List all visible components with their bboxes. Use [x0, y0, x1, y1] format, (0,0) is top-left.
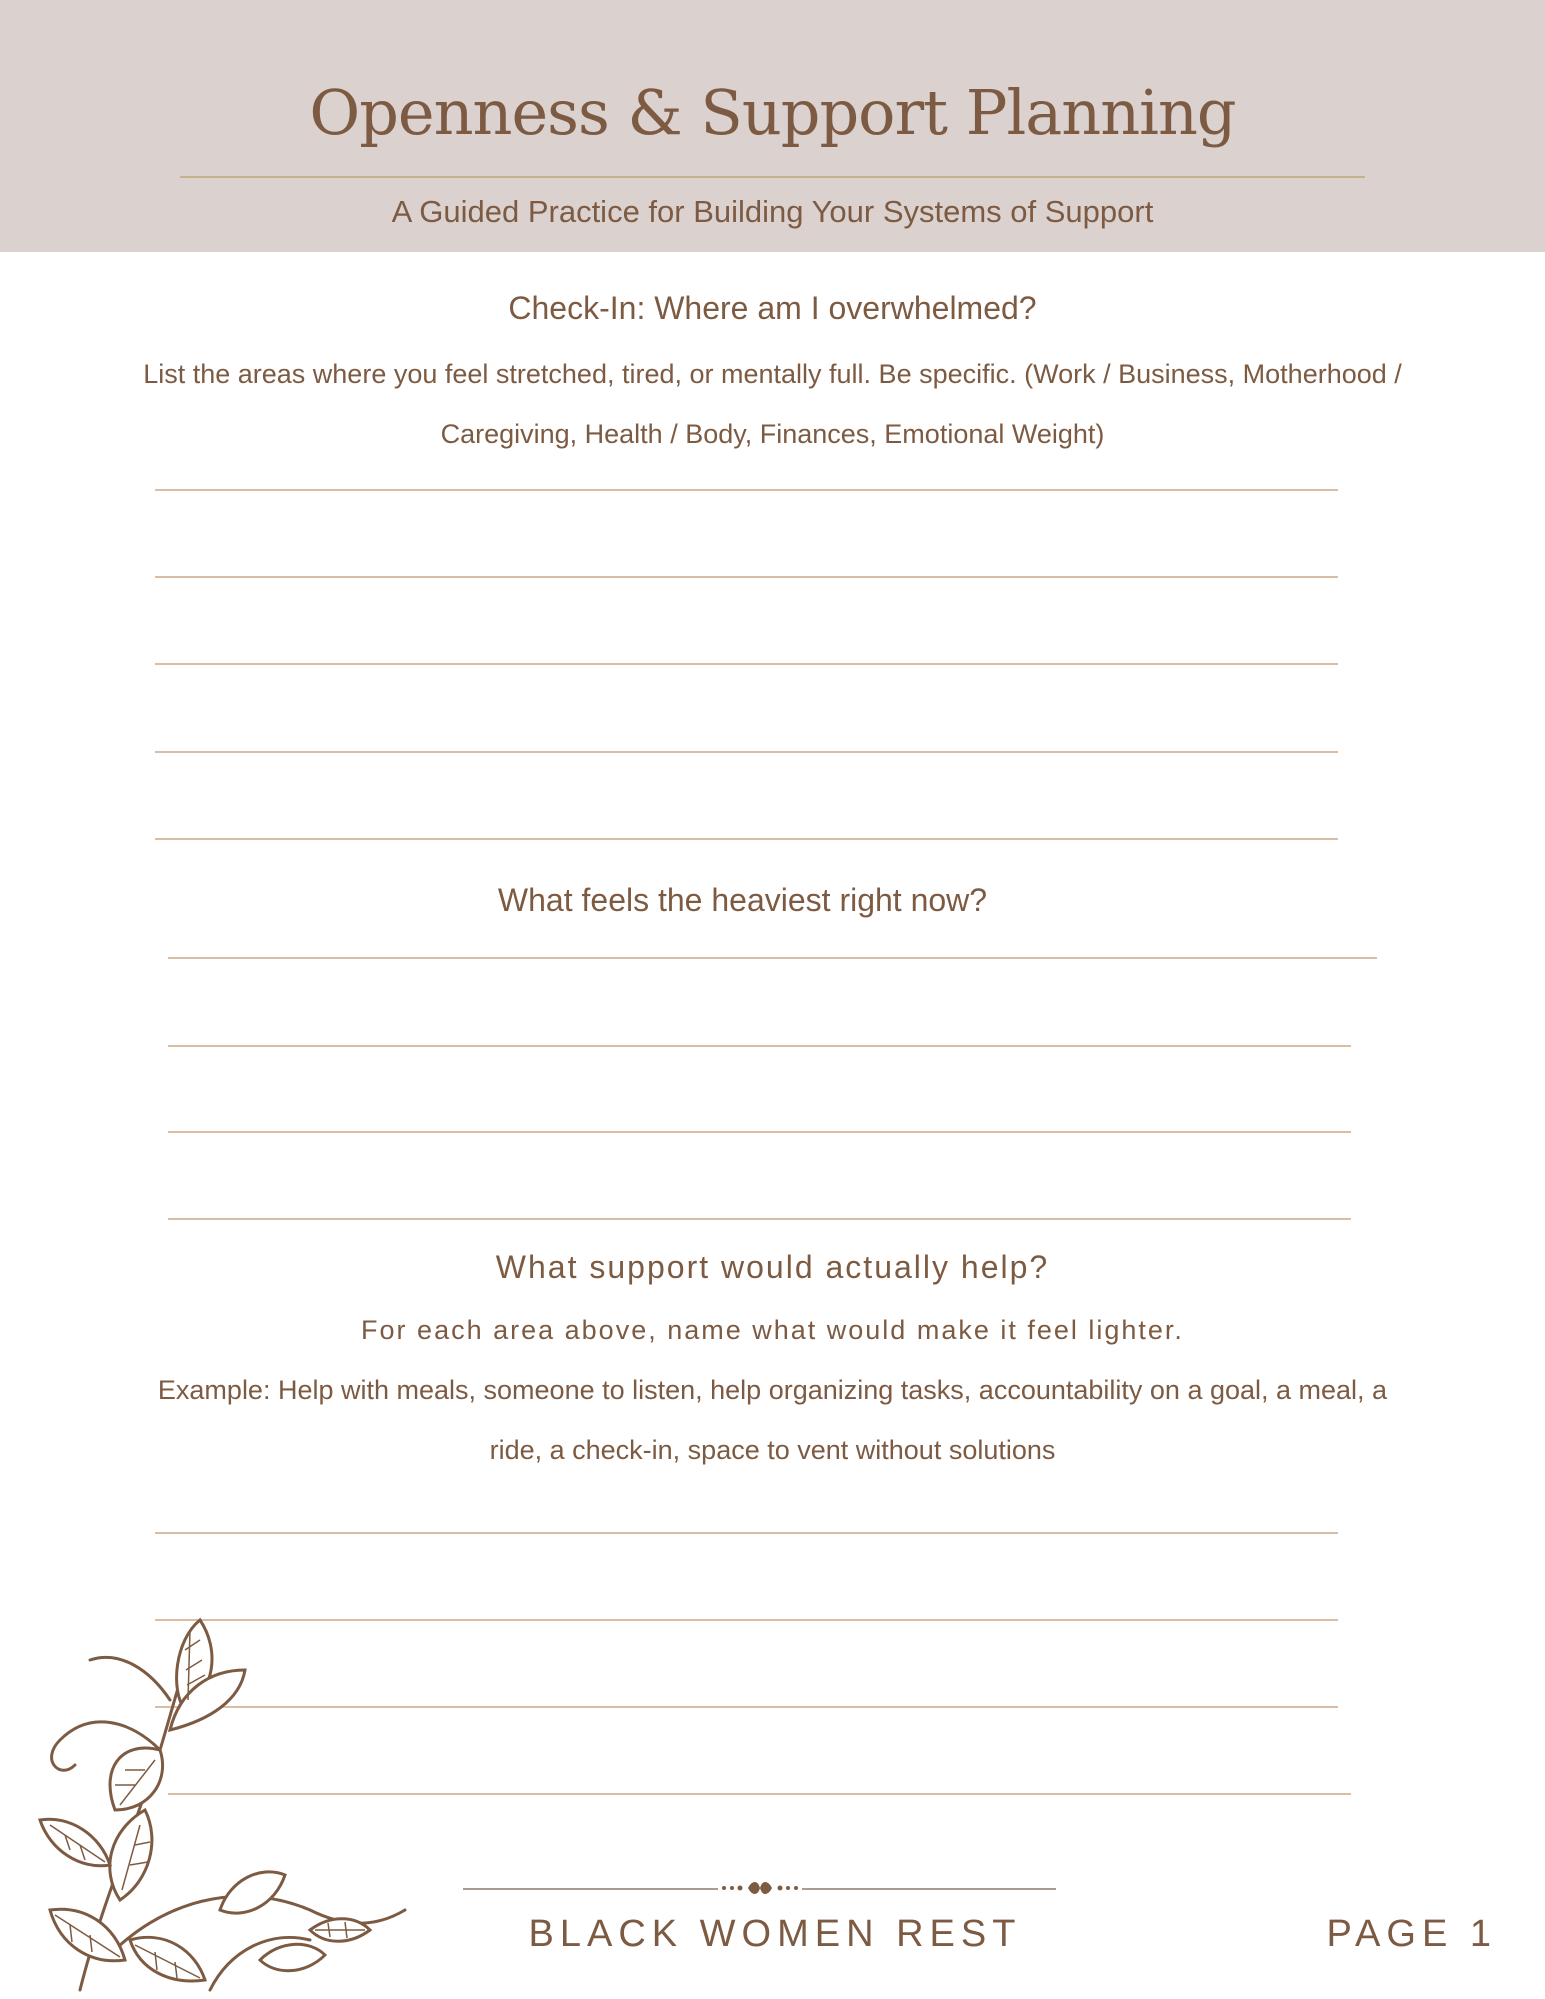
flourish-ornament-icon — [718, 1876, 802, 1900]
header-divider — [180, 176, 1365, 178]
writing-line[interactable] — [155, 663, 1338, 665]
section3-instruction: For each area above, name what would make it feel lighter. — [361, 1315, 1184, 1345]
page-subtitle: A Guided Practice for Building Your Systems of Support — [391, 194, 1154, 229]
section2-heading: What feels the heaviest right now? — [497, 882, 988, 918]
page-title: Openness & Support Planning — [309, 76, 1236, 149]
section1-heading: Check-In: Where am I overwhelmed? — [508, 290, 1037, 326]
section3-heading: What support would actually help? — [495, 1249, 1050, 1285]
writing-line[interactable] — [155, 576, 1338, 578]
writing-line[interactable] — [155, 1532, 1338, 1534]
page-number: PAGE 1 — [1326, 1913, 1497, 1955]
writing-line[interactable] — [168, 1045, 1351, 1047]
brand-name: BLACK WOMEN REST — [528, 1913, 1022, 1955]
header-band — [0, 0, 1545, 252]
writing-line[interactable] — [155, 751, 1338, 753]
writing-line[interactable] — [168, 957, 1377, 959]
writing-line[interactable] — [168, 1218, 1351, 1220]
writing-line[interactable] — [168, 1131, 1351, 1133]
writing-line[interactable] — [155, 489, 1338, 491]
floral-corner-icon — [10, 1580, 430, 1999]
section1-description: List the areas where you feel stretched, tired, or mentally full. Be specific. (Work / Business, Motherhood / Caregiving, Health / Body, Finances, Emotional Weight) — [143, 359, 1402, 449]
section3-example: Example: Help with meals, someone to listen, help organizing tasks, accountability on a goal, a meal, a ride, a check-in, space to vent without solutions — [157, 1375, 1388, 1465]
writing-line[interactable] — [155, 838, 1338, 840]
